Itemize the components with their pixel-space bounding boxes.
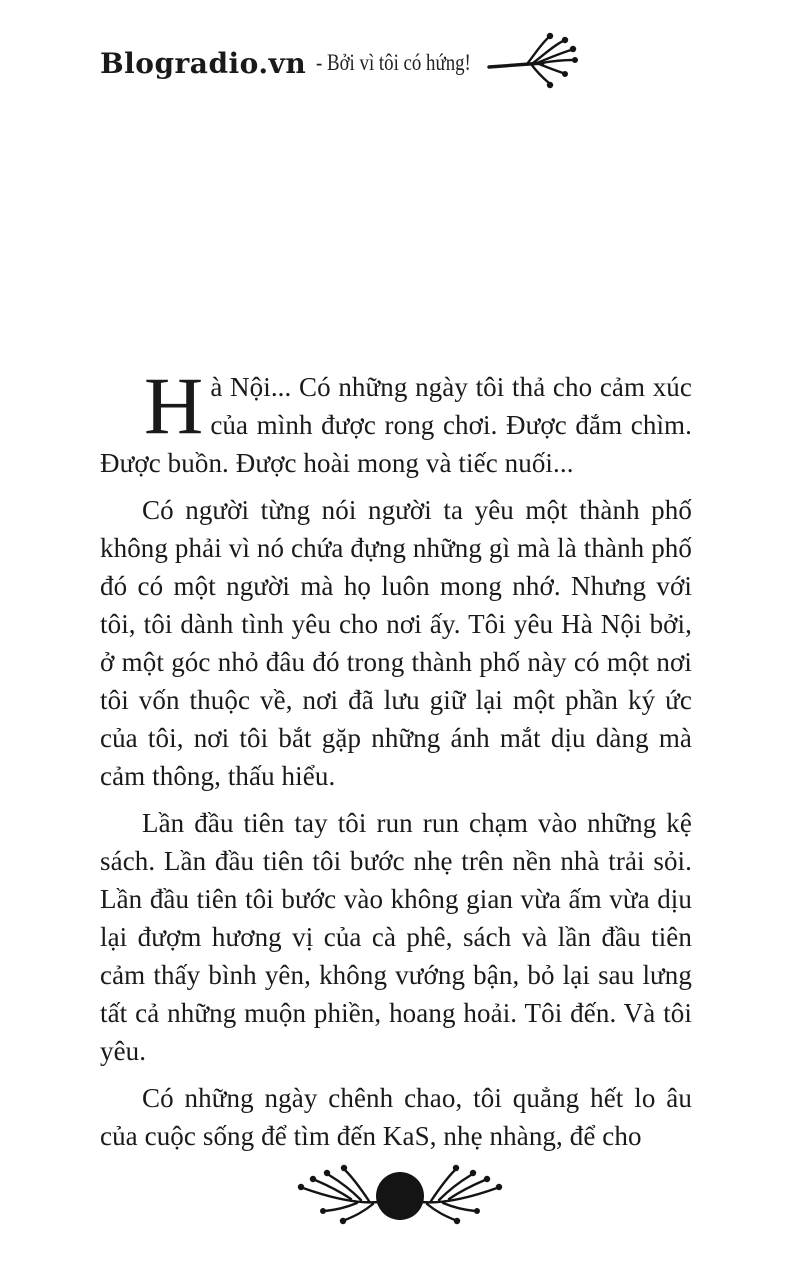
paragraph: Có người từng nói người ta yêu một thành phố không phải vì nó chứa đựng những gì mà là thành phố đó có một người mà họ luôn mong nhớ. Nhưng với tôi, tôi dành tình yêu cho nơi ấy. Tôi yêu Hà Nội bởi, ở một góc nhỏ đâu đó trong thành phố này có một nơi tôi vốn thuộc về, nơi đã lưu giữ lại một phần ký ức của tôi, nơi tôi bắt gặp những ánh mắt dịu dàng mà cảm thông, thấu hiểu. <box>100 495 692 791</box>
page-footer <box>287 1158 513 1241</box>
paragraph: Lần đầu tiên tay tôi run run chạm vào những kệ sách. Lần đầu tiên tôi bước nhẹ trên nền nhà trải sỏi. Lần đầu tiên tôi bước vào không gian vừa ấm vừa dịu lại đượm hương vị của cà phê, sách và lần đầu tiên cảm thấy bình yên, không vướng bận, bỏ lại sau lưng tất cả những muộn phiền, hoang hoải. Tôi đến. Và tôi yêu. <box>100 808 692 1066</box>
brand-title: Blogradio.vn <box>100 46 307 80</box>
page-header <box>100 34 583 92</box>
paragraph-first <box>100 360 692 482</box>
paragraph: Có những ngày chênh chao, tôi quẳng hết lo âu của cuộc sống để tìm đến KaS, nhẹ nhàng, để cho <box>100 1083 692 1151</box>
header-tagline <box>316 50 471 76</box>
paragraph-first-text: à Nội... Có những ngày tôi thả cho cảm xúc của mình được rong chơi. Được đắm chìm. Được buồn. Được hoài mong và tiếc nuối... <box>100 372 692 478</box>
page-body <box>100 360 692 1164</box>
berry-flower-dot-icon <box>287 1158 513 1236</box>
drop-cap: H <box>144 360 204 451</box>
tagline-separator: - <box>316 50 323 75</box>
branch-sprig-icon <box>483 30 583 92</box>
tagline-text: Bởi vì tôi có hứng! <box>327 50 472 75</box>
